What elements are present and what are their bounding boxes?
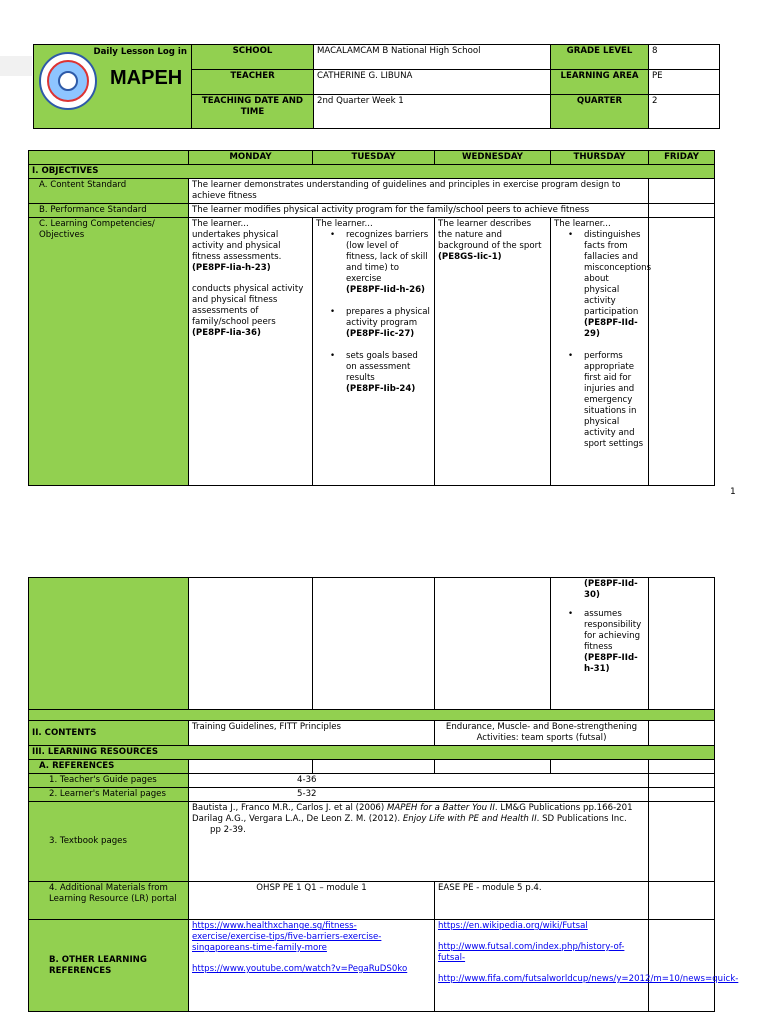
references-thursday [551,760,649,774]
content-standard-label: A. Content Standard [29,179,189,204]
day-header-monday: MONDAY [189,151,313,165]
competencies-friday [649,218,715,486]
teacher-label: TEACHER [192,70,314,95]
performance-standard-text: The learner modifies physical activity program for the family/school peers to achieve fitness [189,204,649,218]
other-references-wed-thu [435,920,739,1012]
contents-mon-tue: Training Guidelines, FITT Principles [189,721,435,746]
learners-material-value: 5-32 [189,788,649,802]
references-tuesday [313,760,435,774]
continuation-green-band [29,710,715,721]
quarter-value: 2 [649,95,720,129]
additional-materials-label: 4. Additional Materials from Learning Resource (LR) portal [29,882,189,920]
continuation-thursday: (PE8PF-IId-30) • assumes responsibility for achieving fitness (PE8PF-IId-h-31) [551,578,649,710]
textbook-friday [649,802,715,882]
header-logo-cell [34,45,192,129]
additional-materials-friday [649,882,715,920]
learners-material-friday [649,788,715,802]
additional-materials-mon-tue: OHSP PE 1 Q1 – module 1 [189,882,435,920]
performance-standard-friday [649,204,715,218]
other-references-label: B. OTHER LEARNING REFERENCES [29,920,189,1012]
grade-level-value: 8 [649,45,720,70]
day-header-wednesday: WEDNESDAY [435,151,551,165]
teaching-date-value: 2nd Quarter Week 1 [314,95,551,129]
day-header-thursday: THURSDAY [551,151,649,165]
grade-level-label: GRADE LEVEL [551,45,649,70]
references-monday [189,760,313,774]
page-number: 1 [730,487,736,497]
content-standard-text: The learner demonstrates understanding of guidelines and principles in exercise program design to achieve fitness [189,179,649,204]
competencies-label: C. Learning Competencies/ Objectives [29,218,189,486]
wikipedia-futsal-link[interactable]: https://en.wikipedia.org/wiki/Futsal [438,921,588,931]
teachers-guide-friday [649,774,715,788]
resources-table [28,577,739,1012]
learning-area-label: LEARNING AREA [551,70,649,95]
school-value: MACALAMCAM B National High School [314,45,551,70]
teaching-date-label: TEACHING DATE AND TIME [192,95,314,129]
teachers-guide-label: 1. Teacher's Guide pages [29,774,189,788]
day-header-tuesday: TUESDAY [313,151,435,165]
competencies-thursday: The learner... • distinguishes facts from fallacies and misconceptions about physical activity participation (PE8PF-IId-29) • performs appropriate first aid for injuries and emergency situations in physical activity and sport settings [551,218,649,486]
continuation-tuesday [313,578,435,710]
contents-label: II. CONTENTS [29,721,189,746]
other-references-mon-tue [189,920,435,1012]
youtube-link[interactable]: https://www.youtube.com/watch?v=PegaRuDS0ko [192,964,408,974]
references-wednesday [435,760,551,774]
references-friday [649,760,715,774]
additional-materials-wed-thu: EASE PE - module 5 p.4. [435,882,649,920]
fifa-futsal-link[interactable]: http://www.fifa.com/futsalworldcup/news/y=2012/m=10/news=quick- [438,974,739,984]
lesson-log-header [33,44,720,129]
continuation-monday [189,578,313,710]
other-references-friday [649,920,715,1012]
competencies-wednesday: The learner describes the nature and background of the sport (PE8GS-Iic-1) [435,218,551,486]
futsal-history-link[interactable]: http://www.futsal.com/index.php/history-of-futsal- [438,942,625,963]
subject-title: MAPEH [110,67,183,89]
competencies-monday: The learner... undertakes physical activity and physical fitness assessments. (PE8PF-Iia-h-23) conducts physical activity and physical fitness assessments of family/school peers (PE8PF-Iia-36) [189,218,313,486]
continuation-friday [649,578,715,710]
learners-material-label: 2. Learner's Material pages [29,788,189,802]
references-label: A. REFERENCES [29,760,189,774]
day-header-blank [29,151,189,165]
textbook-label: 3. Textbook pages [29,802,189,882]
objectives-table [28,150,715,486]
continuation-label [29,578,189,710]
day-header-friday: FRIDAY [649,151,715,165]
contents-friday [649,721,715,746]
deped-seal-icon [39,52,97,110]
textbook-references: Bautista J., Franco M.R., Carlos J. et al (2006) MAPEH for a Batter You II. LM&G Publications pp.166-201 Darilag A.G., Vergara L.A., De Leon Z. M. (2012). Enjoy Life with PE and Health II. SD Publications Inc. pp 2-39. [189,802,649,882]
content-standard-friday [649,179,715,204]
learning-resources-title: III. LEARNING RESOURCES [29,746,715,760]
learning-area-value: PE [649,70,720,95]
teacher-value: CATHERINE G. LIBUNA [314,70,551,95]
competencies-tuesday: The learner... • recognizes barriers (low level of fitness, lack of skill and time) to exercise (PE8PF-Iid-h-26) • prepares a physical activity program (PE8PF-Iic-27) • sets goals based on assessment results (PE8PF-Iib-24) [313,218,435,486]
teachers-guide-value: 4-36 [189,774,649,788]
continuation-wednesday [435,578,551,710]
page-edge-shadow [0,56,32,76]
objectives-section-title: I. OBJECTIVES [29,165,715,179]
contents-wed-thu: Endurance, Muscle- and Bone-strengthening Activities: team sports (futsal) [435,721,649,746]
performance-standard-label: B. Performance Standard [29,204,189,218]
healthxchange-link[interactable]: https://www.healthxchange.sg/fitness-exercise/exercise-tips/five-barriers-exercise-singaporeans-time-family-more [192,921,382,953]
school-label: SCHOOL [192,45,314,70]
quarter-label: QUARTER [551,95,649,129]
daily-lesson-log-title: Daily Lesson Log in [93,47,187,57]
